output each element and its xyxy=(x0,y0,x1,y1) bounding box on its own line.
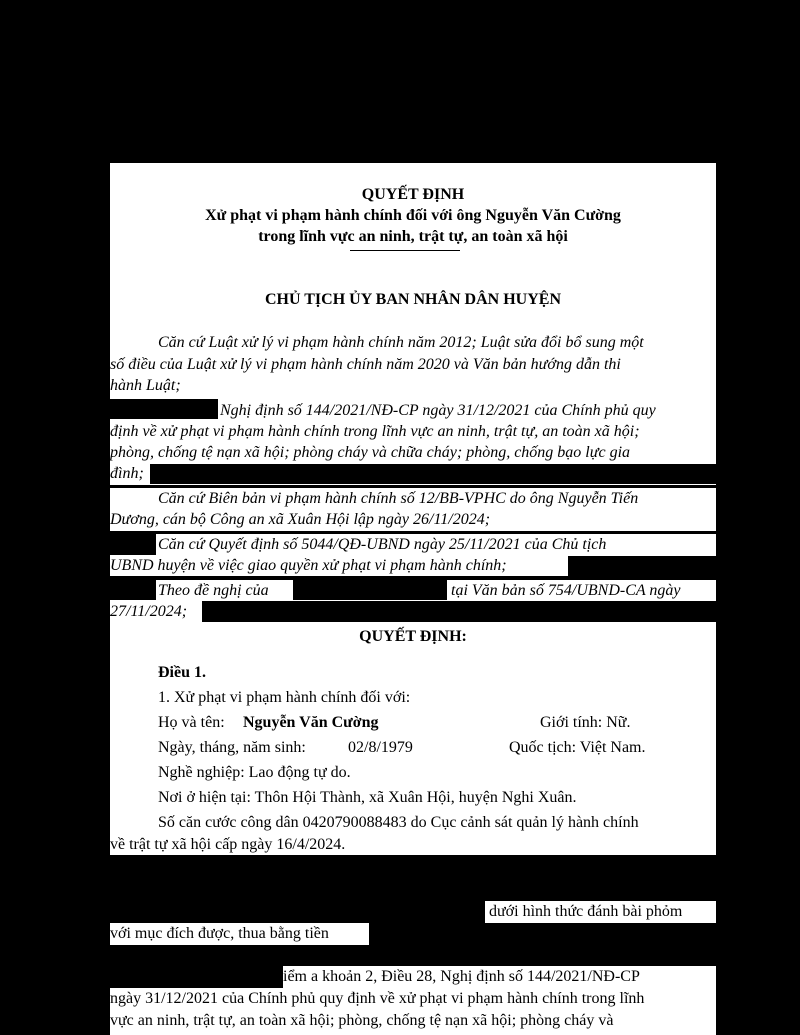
redaction-block xyxy=(150,464,716,484)
basis-4-line-1: Căn cứ Quyết định số 5044/QĐ-UBND ngày 25/11/2021 của Chủ tịch xyxy=(158,536,607,553)
fragment-line: vực an ninh, trật tự, an toàn xã hội; phòng, chống tệ nạn xã hội; phòng cháy và xyxy=(110,1012,614,1029)
basis-2-line-2: định về xử phạt vi phạm hành chính trong lĩnh vực an ninh, trật tự, an toàn xã hội; xyxy=(110,423,640,440)
header-separator xyxy=(350,250,460,251)
document-title: QUYẾT ĐỊNH xyxy=(361,186,465,203)
redaction-block xyxy=(110,580,156,600)
basis-1-line-1: Căn cứ Luật xử lý vi phạm hành chính năm 2012; Luật sửa đổi bổ sung một xyxy=(158,334,644,351)
fragment-block xyxy=(283,966,716,988)
dob-value: 02/8/1979 xyxy=(348,739,413,756)
residence: Nơi ở hiện tại: Thôn Hội Thành, xã Xuân Hội, huyện Nghi Xuân. xyxy=(158,789,577,806)
subtitle-line-1: Xử phạt vi phạm hành chính đối với ông Nguyễn Văn Cường xyxy=(205,207,621,224)
name-value: Nguyễn Văn Cường xyxy=(243,714,379,731)
redaction-block xyxy=(202,601,716,622)
redaction-block xyxy=(293,580,447,600)
article-1-clause: 1. Xử phạt vi phạm hành chính đối với: xyxy=(158,689,411,706)
basis-5-line-1b: tại Văn bản số 754/UBND-CA ngày xyxy=(451,582,681,599)
basis-2-line-3: phòng, chống tệ nạn xã hội; phòng cháy và chữa cháy; phòng, chống bạo lực gia xyxy=(110,444,631,461)
dob-label: Ngày, tháng, năm sinh: xyxy=(158,739,306,756)
basis-4-line-2: UBND huyện về việc giao quyền xử phạt vi phạm hành chính; xyxy=(110,557,507,574)
basis-2-line-4: đình; xyxy=(110,465,144,482)
fragment-line: dưới hình thức đánh bài phỏm xyxy=(489,903,683,920)
fragment-line: iểm a khoản 2, Điều 28, Nghị định số 144/2021/NĐ-CP xyxy=(283,968,640,985)
nationality: Quốc tịch: Việt Nam. xyxy=(509,739,646,756)
id-line-2: về trật tự xã hội cấp ngày 16/4/2024. xyxy=(110,836,346,853)
decision-heading: QUYẾT ĐỊNH: xyxy=(359,628,467,645)
basis-5-line-2: 27/11/2024; xyxy=(110,603,188,620)
basis-3-line-2: Dương, cán bộ Công an xã Xuân Hội lập ngày 26/11/2024; xyxy=(110,511,491,528)
fragment-line: ngày 31/12/2021 của Chính phủ quy định về xử phạt vi phạm hành chính trong lĩnh xyxy=(110,990,645,1007)
name-label: Họ và tên: xyxy=(158,714,225,731)
basis-5-line-1a: Theo đề nghị của xyxy=(158,582,269,599)
fragment-block xyxy=(485,901,716,923)
redaction-block xyxy=(568,556,716,576)
gender: Giới tính: Nữ. xyxy=(540,714,631,731)
occupation: Nghề nghiệp: Lao động tự do. xyxy=(158,764,351,781)
id-line-1: Số căn cước công dân 0420790088483 do Cục cảnh sát quản lý hành chính xyxy=(158,814,639,831)
basis-1-line-2: số điều của Luật xử lý vi phạm hành chính năm 2020 và Văn bản hướng dẫn thi xyxy=(110,356,621,373)
fragment-line: với mục đích được, thua bằng tiền xyxy=(110,925,329,942)
subtitle-line-2: trong lĩnh vực an ninh, trật tự, an toàn xã hội xyxy=(258,228,568,245)
issuing-authority: CHỦ TỊCH ỦY BAN NHÂN DÂN HUYỆN xyxy=(264,291,561,308)
basis-1-line-3: hành Luật; xyxy=(110,377,181,394)
redaction-gap xyxy=(110,531,716,534)
fragment-block xyxy=(110,988,716,1035)
basis-2-line-1: Nghị định số 144/2021/NĐ-CP ngày 31/12/2021 của Chính phủ quy xyxy=(220,402,656,419)
document-page xyxy=(110,163,716,855)
basis-3-line-1: Căn cứ Biên bản vi phạm hành chính số 12/BB-VPHC do ông Nguyễn Tiến xyxy=(158,490,639,507)
article-1-title: Điều 1. xyxy=(158,664,206,681)
redaction-gap xyxy=(110,485,716,488)
redaction-block xyxy=(110,399,218,419)
fragment-block xyxy=(110,923,369,945)
redaction-block xyxy=(110,534,156,555)
